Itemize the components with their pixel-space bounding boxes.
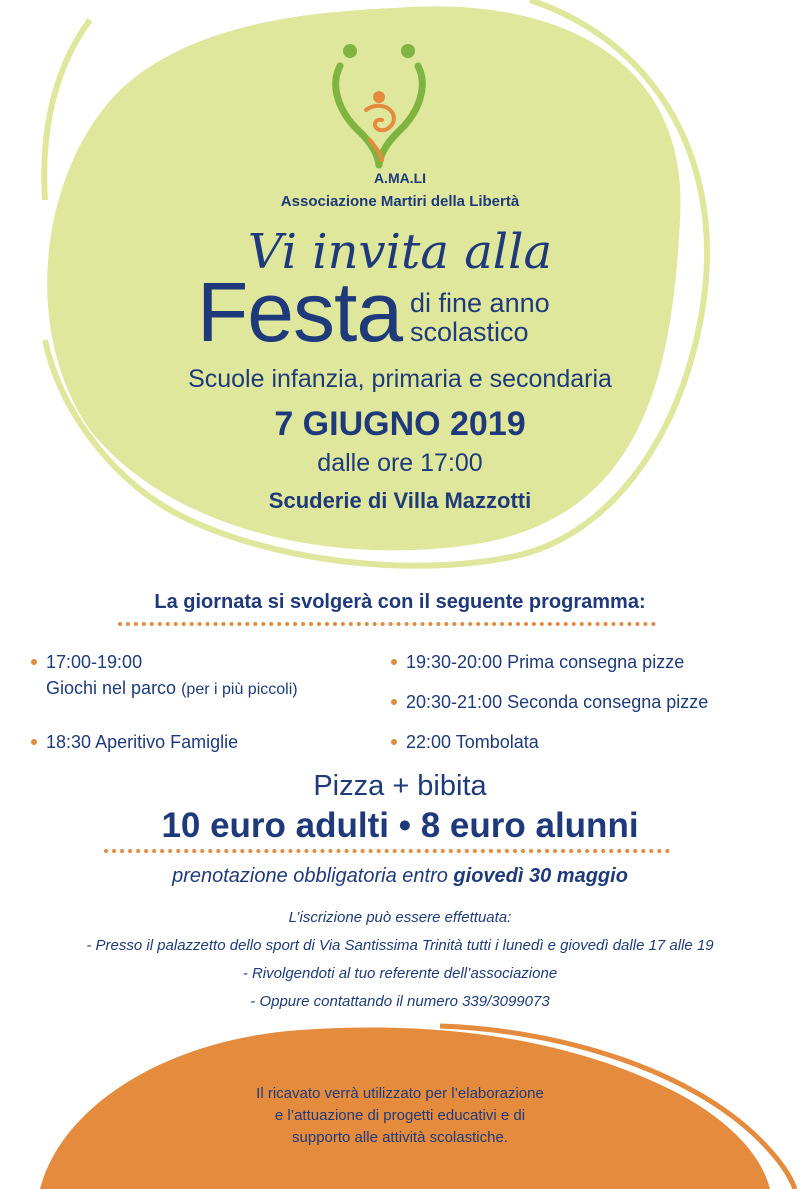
event-title: Festa [197, 265, 403, 359]
program-item-text: Prima consegna pizze [507, 652, 685, 672]
invite-text: Vi invita alla [247, 224, 553, 280]
price-separator: • [398, 806, 411, 845]
program-item [406, 689, 708, 715]
orange-dot-bullet [391, 659, 397, 665]
pricing-offer: Pizza + bibita [313, 770, 487, 802]
reservation-note [0, 865, 800, 888]
dotted-divider [104, 849, 670, 853]
footer-note [0, 1083, 800, 1149]
footer-line: supporto alle attività scolastiche. [292, 1129, 508, 1146]
program-item-time: 22:00 [406, 732, 452, 752]
event-subtitle [410, 289, 550, 347]
program-item-time: 20:30-21:00 [406, 692, 503, 712]
orange-dot-bullet [391, 739, 397, 745]
event-venue: Scuderie di Villa Mazzotti [268, 488, 532, 513]
registration-intro: L’iscrizione può essere effettuata: [288, 909, 512, 926]
program-item [46, 649, 298, 703]
orange-dot-bullet [31, 739, 37, 745]
program-item-text: Giochi nel parco [46, 678, 177, 698]
footer-line: Il ricavato verrà utilizzato per l’elaborazione [256, 1085, 544, 1102]
dotted-divider [118, 622, 656, 626]
program-item [46, 729, 238, 755]
program-item-text: Tombolata [455, 732, 539, 752]
registration-option: - Rivolgendoti al tuo referente dell’associazione [242, 965, 558, 982]
organization-full-name: Associazione Martiri della Libertà [280, 193, 520, 210]
reservation-text: prenotazione obbligatoria entro [172, 865, 448, 887]
event-date: 7 GIUGNO 2019 [274, 405, 526, 443]
event-time: dalle ore 17:00 [317, 449, 483, 477]
program-item-line [46, 675, 298, 703]
orange-dot-bullet [31, 659, 37, 665]
program-item [406, 649, 684, 675]
program-item-time: 17:00-19:00 [46, 652, 143, 672]
price-students: 8 euro alunni [420, 806, 639, 845]
program-item-note: (per i più piccoli) [181, 681, 298, 698]
program-item-time: 18:30 [46, 732, 92, 752]
reservation-deadline: giovedì 30 maggio [453, 865, 628, 887]
organization-short-name: A.MA.LI [373, 170, 427, 186]
price-adults: 10 euro adulti [161, 806, 389, 845]
program-heading: La giornata si svolgerà con il seguente programma: [154, 591, 646, 613]
event-subtitle-line1: di fine anno [410, 288, 550, 318]
program-item-text: Aperitivo Famiglie [95, 732, 239, 752]
orange-dot-bullet [391, 699, 397, 705]
schools-text: Scuole infanzia, primaria e secondaria [188, 365, 612, 393]
footer-line: e l’attuazione di progetti educativi e di [274, 1107, 526, 1124]
registration-option: - Oppure contattando il numero 339/3099073 [250, 993, 550, 1010]
program-item-text: Seconda consegna pizze [507, 692, 709, 712]
pricing-values [0, 806, 800, 846]
event-subtitle-line2: scolastico [410, 317, 529, 347]
program-item [406, 729, 539, 755]
registration-option: - Presso il palazzetto dello sport di Via Santissima Trinità tutti i lunedì e giovedì dalle 17 alle 19 [86, 937, 714, 954]
program-item-time: 19:30-20:00 [406, 652, 503, 672]
